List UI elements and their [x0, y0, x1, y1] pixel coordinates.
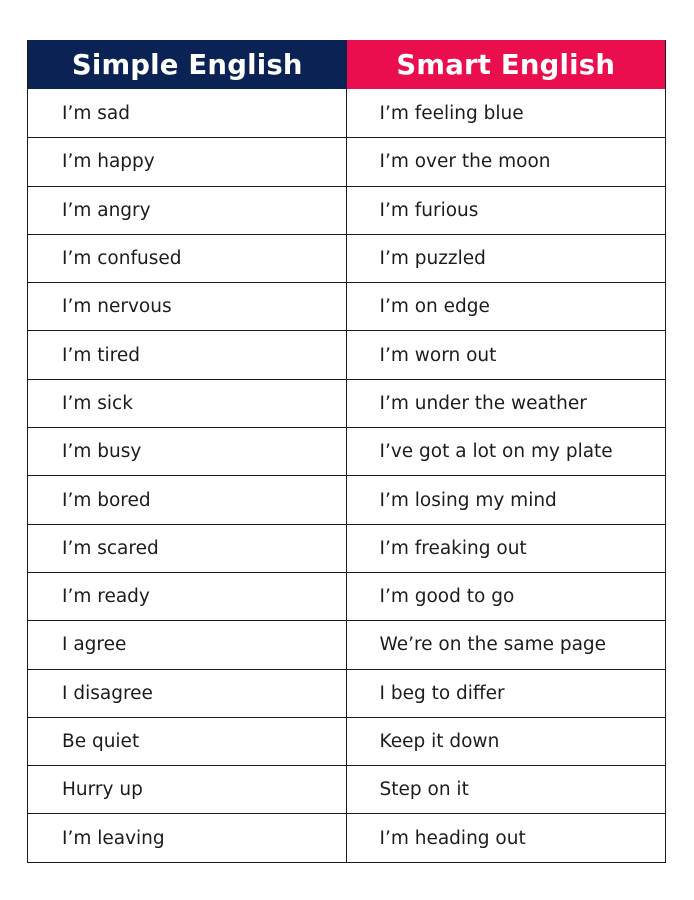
table-row: [28, 234, 665, 282]
simple-phrase-cell: I’m ready: [28, 573, 347, 620]
table-row: [28, 717, 665, 765]
smart-phrase-cell: I’m furious: [379, 199, 479, 221]
smart-phrase-cell: I’ve got a lot on my plate: [379, 441, 613, 463]
simple-phrase-cell: I agree: [28, 621, 347, 668]
table-body: [28, 89, 665, 862]
simple-phrase-cell: Hurry up: [28, 766, 347, 813]
smart-phrase-cell: I’m losing my mind: [379, 489, 557, 511]
table-row: [28, 475, 665, 523]
table-row: [28, 813, 665, 861]
smart-phrase-cell: I’m over the moon: [379, 151, 551, 173]
table-row: [28, 620, 665, 668]
smart-phrase-cell: I’m worn out: [379, 344, 497, 366]
simple-phrase-cell: I’m happy: [28, 138, 347, 185]
smart-phrase-cell: I’m freaking out: [379, 537, 527, 559]
smart-phrase-cell: I’m good to go: [379, 586, 515, 608]
table-row: [28, 137, 665, 185]
table-row: [28, 282, 665, 330]
table-row: [28, 765, 665, 813]
simple-phrase-cell: I’m busy: [28, 428, 347, 475]
simple-phrase-cell: I’m sick: [28, 380, 347, 427]
comparison-table: [27, 40, 666, 863]
simple-phrase-cell: I’m nervous: [28, 283, 347, 330]
table-row: [28, 186, 665, 234]
smart-phrase-cell: I’m under the weather: [379, 392, 587, 414]
simple-phrase-cell: I’m bored: [28, 476, 347, 523]
simple-phrase-cell: I’m scared: [28, 525, 347, 572]
smart-phrase-cell: I’m puzzled: [379, 248, 486, 270]
smart-phrase-cell: I’m heading out: [379, 827, 526, 849]
simple-phrase-cell: Be quiet: [28, 718, 347, 765]
smart-phrase-cell: I’m feeling blue: [379, 102, 524, 124]
simple-phrase-cell: I’m angry: [28, 187, 347, 234]
simple-phrase-cell: I’m tired: [28, 331, 347, 378]
header-smart-english: Smart English: [347, 40, 666, 89]
smart-phrase-cell: I beg to differ: [379, 682, 505, 704]
table-row: [28, 379, 665, 427]
table-row: [28, 330, 665, 378]
simple-phrase-cell: I disagree: [28, 670, 347, 717]
simple-phrase-cell: I’m leaving: [28, 814, 347, 861]
table-header: [28, 40, 665, 89]
smart-phrase-cell: Keep it down: [379, 731, 500, 752]
table-row: [28, 524, 665, 572]
table-row: [28, 669, 665, 717]
smart-phrase-cell: I’m on edge: [379, 296, 490, 318]
smart-phrase-cell: Step on it: [379, 779, 469, 801]
simple-phrase-cell: I’m sad: [28, 89, 347, 137]
simple-phrase-cell: I’m confused: [28, 235, 347, 282]
header-simple-english: Simple English: [28, 40, 347, 89]
table-row: [28, 572, 665, 620]
table-row: [28, 89, 665, 137]
smart-phrase-cell: We’re on the same page: [379, 634, 607, 656]
table-row: [28, 427, 665, 475]
